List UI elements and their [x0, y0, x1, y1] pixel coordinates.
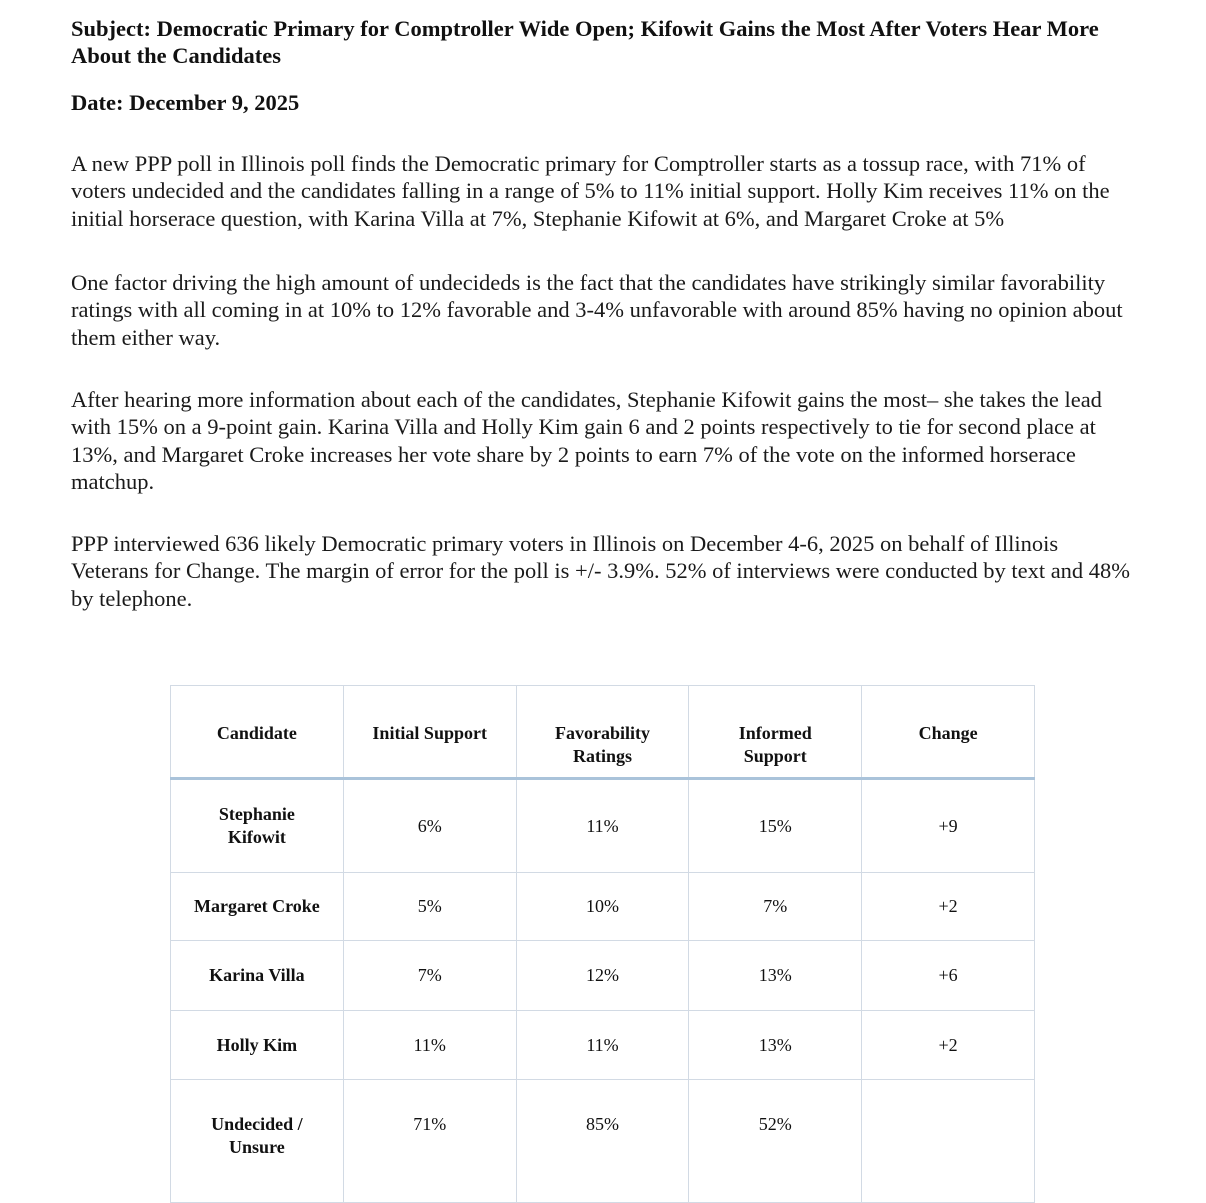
change-cell: +9: [862, 779, 1035, 873]
candidate-name: Karina Villa: [171, 941, 344, 1011]
paragraph-informed: After hearing more information about each of the candidates, Stephanie Kifowit gains the most– she takes the lead with 15% on a 9-point gain. Karina Villa and Holly Kim gain 6 and 2 points respectively to tie for second place at 13%, and Margaret Croke increases her vote share by 2 points to earn 7% of the vote on the informed horserace matchup.: [71, 387, 1102, 494]
favorability-cell: 11%: [516, 1011, 689, 1080]
change-cell: +6: [862, 941, 1035, 1011]
paragraph-methodology: PPP interviewed 636 likely Democratic primary voters in Illinois on December 4-6, 2025 on behalf of Illinois Veterans for Change. The margin of error for the poll is +/- 3.9%. 52% of interviews were conducted by text and 48% by telephone.: [71, 531, 1131, 611]
table-header-row: [171, 686, 1035, 779]
candidate-name: [171, 1080, 344, 1203]
informed-support-cell: 13%: [689, 1011, 862, 1080]
table-row: [171, 873, 1035, 941]
header-favorability-line1: Favorability: [554, 723, 650, 743]
candidate-name: Margaret Croke: [171, 873, 344, 941]
initial-support-cell: 5%: [343, 873, 516, 941]
favorability-cell: 10%: [516, 873, 689, 941]
header-change: Change: [862, 686, 1035, 779]
header-informed-line2: Support: [743, 746, 807, 766]
favorability-cell: 11%: [516, 779, 689, 873]
informed-support-cell: 15%: [689, 779, 862, 873]
candidate-name-line2: Kifowit: [227, 827, 286, 847]
header-favorability-line2: Ratings: [572, 746, 632, 766]
header-favorability: [516, 686, 689, 779]
initial-support-cell: 7%: [343, 941, 516, 1011]
results-table: [170, 685, 1035, 1203]
initial-support-cell: 6%: [343, 779, 516, 873]
initial-support-cell: 11%: [343, 1011, 516, 1080]
initial-support-cell: 71%: [343, 1080, 516, 1203]
header-candidate: Candidate: [171, 686, 344, 779]
candidate-name: Holly Kim: [171, 1011, 344, 1080]
favorability-cell: 12%: [516, 941, 689, 1011]
table-row: [171, 941, 1035, 1011]
paragraph-intro: A new PPP poll in Illinois poll finds the Democratic primary for Comptroller starts as a tossup race, with 71% of voters undecided and the candidates falling in a range of 5% to 11% initial support. Holly Kim receives 11% on the initial horserace question, with Karina Villa at 7%, Stephanie Kifowit at 6%, and Margaret Croke at 5%: [71, 151, 1110, 231]
date-heading: Date: December 9, 2025: [71, 90, 300, 115]
change-cell: +2: [862, 1011, 1035, 1080]
candidate-name-line1: Stephanie: [218, 804, 295, 824]
header-informed-line1: Informed: [738, 723, 812, 743]
candidate-name-line1: Undecided /: [211, 1114, 303, 1134]
informed-support-cell: 13%: [689, 941, 862, 1011]
informed-support-cell: 52%: [689, 1080, 862, 1203]
header-initial-support: Initial Support: [343, 686, 516, 779]
change-cell: +2: [862, 873, 1035, 941]
change-cell: [862, 1080, 1035, 1203]
table-row: [171, 779, 1035, 873]
informed-support-cell: 7%: [689, 873, 862, 941]
subject-heading: Subject: Democratic Primary for Comptroller Wide Open; Kifowit Gains the Most After Voters Hear More About the Candidates: [71, 16, 1099, 68]
table-row: [171, 1080, 1035, 1203]
candidate-name: [171, 779, 344, 873]
header-informed-support: [689, 686, 862, 779]
candidate-name-line2: Unsure: [229, 1137, 285, 1157]
paragraph-favorability: One factor driving the high amount of undecideds is the fact that the candidates have strikingly similar favorability ratings with all coming in at 10% to 12% favorable and 3-4% unfavorable with around 85% having no opinion about them either way.: [71, 270, 1123, 350]
favorability-cell: 85%: [516, 1080, 689, 1203]
table-row: [171, 1011, 1035, 1080]
